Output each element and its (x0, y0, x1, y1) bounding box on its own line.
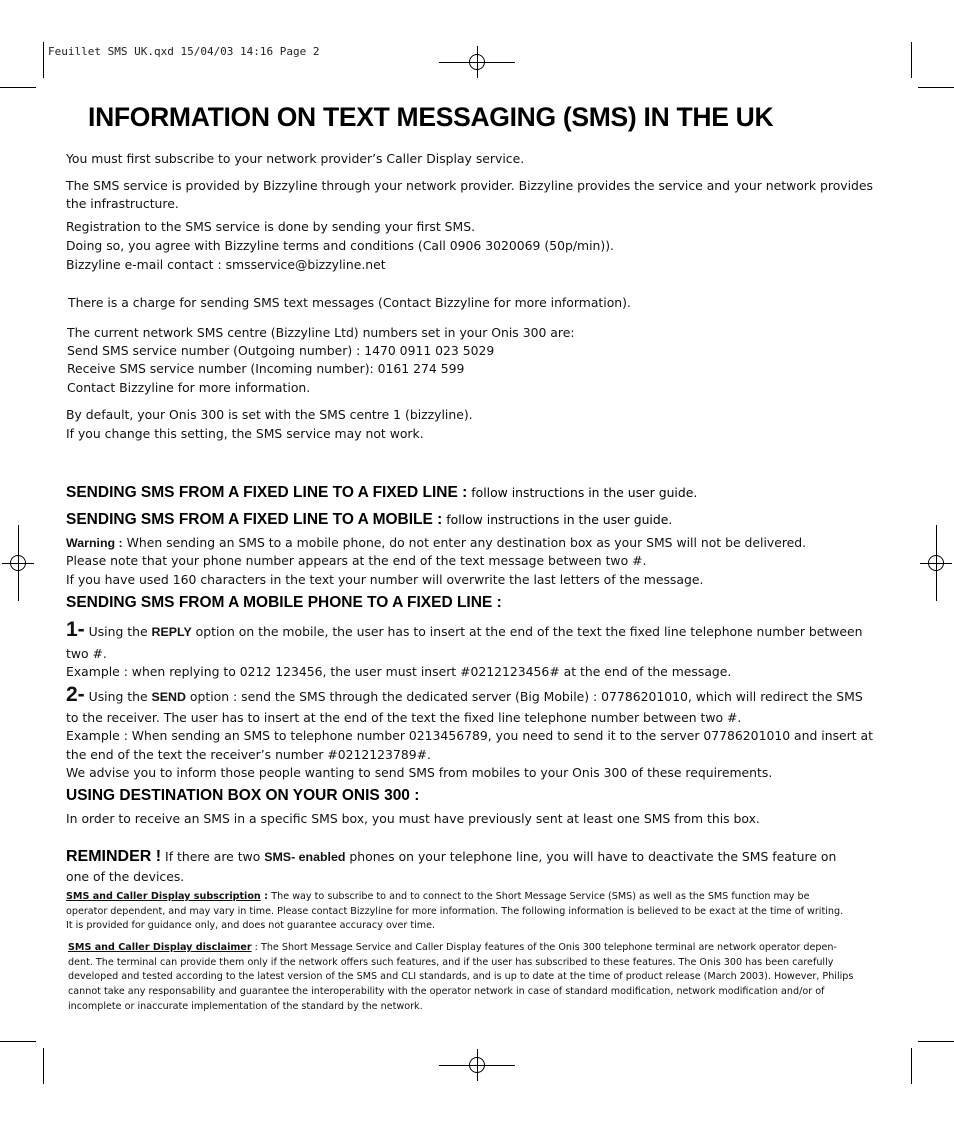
page-title: INFORMATION ON TEXT MESSAGING (SMS) IN THE UK (88, 102, 774, 132)
disclaimer-line-5: incomplete or inaccurate implementation of the standard by the network. (68, 1001, 423, 1012)
heading-fixed-to-fixed (66, 484, 697, 502)
registration-mark-bottom (461, 1049, 493, 1081)
heading-fixed-to-mobile-rest: follow instructions in the user guide. (442, 512, 673, 527)
disclaimer-l1: The Short Message Service and Caller Display features of the Onis 300 telephone terminal are network operator depen- (260, 942, 837, 953)
heading-fixed-to-mobile (66, 511, 672, 529)
subscription-label: SMS and Caller Display subscription (66, 891, 261, 902)
intro-p6b: If you change this setting, the SMS service may not work. (66, 426, 424, 441)
step-1-line-2: two #. (66, 646, 107, 661)
warning-text: When sending an SMS to a mobile phone, do not enter any destination box as your SMS will not be delivered. (122, 535, 807, 550)
disclaimer-line-2: dent. The terminal can provide them only if the network offers such features, and if the user has subscribed to these features. The Onis 300 has been carefully (68, 957, 834, 968)
subscription-sep: : (260, 891, 272, 902)
subscription-line-1 (66, 890, 810, 905)
intro-p2a: The SMS service is provided by Bizzyline through your network provider. Bizzyline provides the service and your network provides (66, 178, 873, 193)
subscription-line-3: It is provided for guidance only, and does not guarantee accuracy over time. (66, 920, 436, 931)
disclaimer-line-1 (68, 941, 837, 956)
intro-p3b: Doing so, you agree with Bizzyline terms and conditions (Call 0906 3020069 (50p/min)). (66, 238, 614, 253)
heading-mobile-to-fixed: SENDING SMS FROM A MOBILE PHONE TO A FIXED LINE : (66, 594, 502, 611)
intro-p5d: Contact Bizzyline for more information. (67, 380, 311, 395)
disclaimer-label: SMS and Caller Display disclaimer (68, 942, 252, 953)
crop-mark-top-right-horizontal (918, 87, 954, 88)
step-2-number: 2- (66, 683, 85, 706)
intro-p5b: Send SMS service number (Outgoing number) : 1470 0911 023 5029 (67, 343, 495, 358)
intro-p4: There is a charge for sending SMS text messages (Contact Bizzyline for more information). (68, 295, 631, 310)
crop-mark-bottom-left-vertical (43, 1048, 44, 1084)
heading-fixed-to-fixed-text: SENDING SMS FROM A FIXED LINE TO A FIXED LINE : (66, 484, 468, 501)
step-2-example-1: Example : When sending an SMS to telephone number 0213456789, you need to send it to the server 07786201010 and insert at (66, 728, 874, 743)
disclaimer-sep: : (251, 942, 261, 953)
destination-text: In order to receive an SMS in a specific SMS box, you must have previously sent at least one SMS from this box. (66, 811, 760, 826)
step-1-pre: Using the (84, 624, 152, 639)
intro-p3a: Registration to the SMS service is done by sending your first SMS. (66, 219, 476, 234)
note-line-2: If you have used 160 characters in the text your number will overwrite the last letters of the message. (66, 572, 704, 587)
step-2-pre: Using the (84, 689, 152, 704)
reminder-line (66, 847, 836, 867)
disclaimer-line-4: cannot take any responsability and guarantee the interoperability with the operator network in case of standard modification, network modification and/or of (68, 986, 825, 997)
step-1-text: option on the mobile, the user has to insert at the end of the text the fixed line telephone number between (191, 624, 863, 639)
disclaimer-line-3: developed and tested according to the latest version of the SMS and CLI standards, and is up to date at the time of product release (March 2003). However, Philips (68, 971, 854, 982)
intro-p5c: Receive SMS service number (Incoming number): 0161 274 599 (67, 361, 465, 376)
intro-p2b: the infrastructure. (66, 196, 179, 211)
crop-mark-bottom-right-horizontal (918, 1041, 954, 1042)
step-2-keyword: SEND (151, 690, 186, 704)
heading-fixed-to-fixed-rest: follow instructions in the user guide. (467, 485, 698, 500)
step-1-keyword: REPLY (151, 625, 192, 639)
heading-fixed-to-mobile-text: SENDING SMS FROM A FIXED LINE TO A MOBILE : (66, 511, 443, 528)
warning-line (66, 534, 806, 552)
reminder-text: phones on your telephone line, you will have to deactivate the SMS feature on (345, 849, 837, 864)
intro-p3c: Bizzyline e-mail contact : smsservice@bizzyline.net (66, 257, 386, 272)
step-2-text: option : send the SMS through the dedicated server (Big Mobile) : 07786201010, which will redirect the SMS (185, 689, 863, 704)
step-1-line (66, 618, 862, 644)
registration-mark-right (920, 547, 952, 579)
step-1-example: Example : when replying to 0212 123456, the user must insert #0212123456# at the end of the message. (66, 664, 732, 679)
file-slug: Feuillet SMS UK.qxd 15/04/03 14:16 Page 2 (48, 45, 320, 58)
registration-mark-left (2, 547, 34, 579)
warning-label: Warning : (66, 536, 123, 550)
reminder-keyword: SMS- enabled (264, 850, 346, 864)
crop-mark-top-left-horizontal (0, 87, 36, 88)
step-2-line-2: to the receiver. The user has to insert at the end of the text the fixed line telephone number between two #. (66, 710, 742, 725)
intro-p1: You must first subscribe to your network provider’s Caller Display service. (66, 151, 525, 166)
step-2-line (66, 683, 863, 709)
subscription-l1: The way to subscribe to and to connect to the Short Message Service (SMS) as well as the SMS function may be (271, 891, 810, 902)
advise-line: We advise you to inform those people wanting to send SMS from mobiles to your Onis 300 of these requirements. (66, 765, 773, 780)
step-2-example-2: the end of the text the receiver’s number #0212123789#. (66, 747, 431, 762)
crop-mark-bottom-left-horizontal (0, 1041, 36, 1042)
step-1-number: 1- (66, 618, 85, 641)
crop-mark-top-right-vertical (911, 42, 912, 78)
heading-destination-box: USING DESTINATION BOX ON YOUR ONIS 300 : (66, 787, 420, 804)
note-line-1: Please note that your phone number appears at the end of the text message between two #. (66, 553, 647, 568)
reminder-line-2: one of the devices. (66, 869, 185, 884)
crop-mark-top-left-vertical (43, 42, 44, 78)
subscription-line-2: operator dependent, and may vary in time. Please contact Bizzyline for more information. The following information is believed to be exact at the time of writing. (66, 906, 844, 917)
reminder-pre: If there are two (161, 849, 265, 864)
crop-mark-bottom-right-vertical (911, 1048, 912, 1084)
registration-mark-top (461, 46, 493, 78)
intro-p6a: By default, your Onis 300 is set with the SMS centre 1 (bizzyline). (66, 407, 473, 422)
intro-p5a: The current network SMS centre (Bizzyline Ltd) numbers set in your Onis 300 are: (67, 325, 575, 340)
reminder-label: REMINDER ! (66, 848, 162, 865)
